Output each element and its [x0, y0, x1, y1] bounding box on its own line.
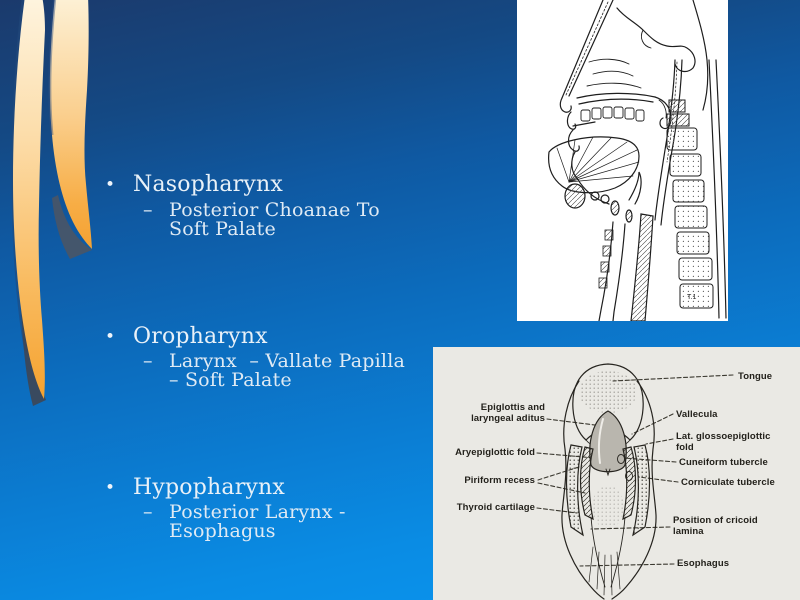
figure-head-sagittal [517, 0, 728, 321]
label-tongue: Tongue [738, 371, 773, 382]
label-aryepiglottic-fold: Aryepiglottic fold [455, 447, 535, 458]
sub-bullet-line: – Soft Palate [169, 369, 292, 391]
sub-bullet-oropharynx [143, 352, 405, 390]
sub-bullet-line: Posterior Choanae To [169, 199, 380, 221]
label-lat-glossoepiglottic-fold: Lat. glossoepiglottic fold [676, 431, 771, 453]
sub-bullet-hypopharynx [143, 503, 346, 541]
bullet-label: Oropharynx [133, 324, 268, 349]
vertebra-t1-label: T.1 [687, 294, 697, 301]
bullet-dot: • [105, 478, 116, 498]
sub-bullet-text [169, 201, 380, 239]
sub-bullet-dash: – [143, 199, 153, 221]
label-thyroid-cartilage: Thyroid cartilage [456, 502, 535, 513]
label-cuneiform-tubercle: Cuneiform tubercle [679, 457, 768, 468]
bullet-item-hypopharynx [105, 475, 285, 501]
bullet-label: Hypopharynx [133, 475, 286, 500]
bullet-item-oropharynx [105, 324, 268, 350]
figure-larynx-posterior [433, 347, 800, 600]
bullet-label: Nasopharynx [133, 172, 283, 197]
head-sagittal-diagram [517, 0, 728, 321]
sub-bullet-dash: – [143, 501, 153, 523]
sub-bullet-line: Posterior Larynx - [169, 501, 346, 523]
label-epiglottis-laryngeal-aditus: Epiglottis and laryngeal aditus [471, 402, 545, 424]
sub-bullet-text [169, 503, 346, 541]
label-corniculate-tubercle: Corniculate tubercle [681, 477, 775, 488]
sub-bullet-dash: – [143, 350, 153, 372]
label-esophagus: Esophagus [677, 558, 730, 569]
bullet-item-nasopharynx [105, 172, 283, 198]
label-vallecula: Vallecula [676, 409, 718, 420]
sub-bullet-nasopharynx [143, 201, 380, 239]
label-position-of-cricoid-lamina: Position of cricoid lamina [673, 515, 758, 537]
sub-bullet-line: Esophagus [169, 520, 276, 542]
sub-bullet-line: Larynx – Vallate Papilla [169, 350, 406, 372]
bullet-dot: • [105, 175, 116, 195]
sub-bullet-line: Soft Palate [169, 218, 276, 240]
label-piriform-recess: Piriform recess [464, 475, 535, 486]
sub-bullet-text [169, 352, 405, 390]
bullet-dot: • [105, 327, 116, 347]
larynx-diagram [433, 347, 800, 600]
